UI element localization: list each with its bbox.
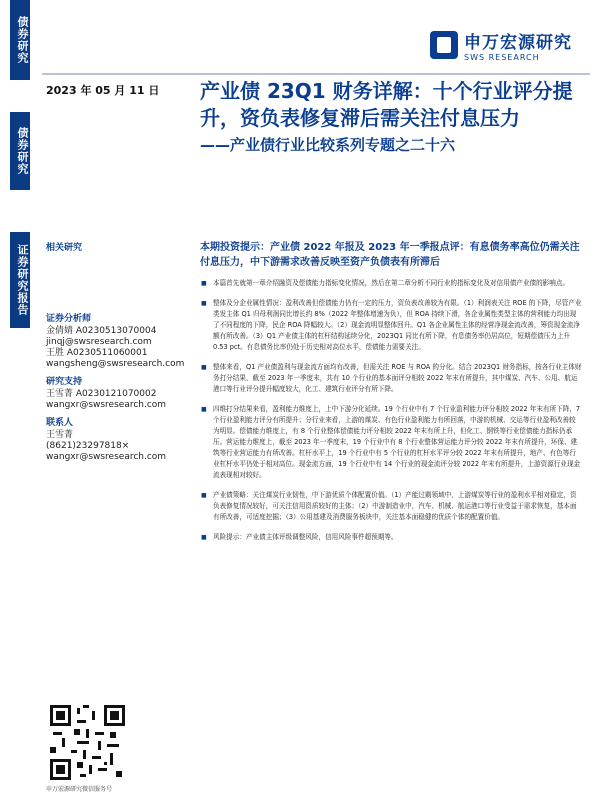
report-subtitle: ——产业债行业比较系列专题之二十六 bbox=[200, 136, 456, 154]
qr-code-icon bbox=[50, 705, 125, 780]
brand-logo bbox=[430, 28, 572, 62]
support-line-2: wangxr@swsresearch.com bbox=[46, 400, 167, 410]
paragraph-intro: ■ 本篇首先就第一章介绍融资及偿债能力指标变化情况，然后在第二章分析不同行业的指标变化及对信用债产业债的影响点。 bbox=[200, 278, 582, 289]
analyst-line-2: jinqj@swsresearch.com bbox=[46, 337, 152, 347]
related-heading: 相关研究 bbox=[46, 243, 83, 253]
analyst-heading: 证券分析师 bbox=[46, 314, 92, 324]
contact-line-3: wangxr@swsresearch.com bbox=[46, 452, 167, 462]
contact-line-1: 王雪菁 bbox=[46, 430, 74, 440]
side-tab-top: 债券研究 bbox=[10, 0, 30, 80]
left-side-bar bbox=[0, 0, 42, 800]
logo-cn-text: 申万宏源研究 bbox=[464, 33, 572, 53]
support-heading: 研究支持 bbox=[46, 377, 83, 387]
paragraph-four-dimension: ■ 四维打分结果来看，盈利能力维度上，上中下游分化延续。19 个行业中有 7 个行业盈利能力评分相较 2022 年末有所下降，7 个行业盈利能力评分有所提升；分行业来看，上游的煤炭、有色行业盈利能力有所回落，中游的机械、交运等行业盈利改善较为明显。偿债能力维度上，有 8 个行业整体偿债能力评分相较 2022 年末有所上升，但化工、钢铁等行业偿债能力指标仍承压。营运能力维度上，截至 2023 年一季度末，19 个行业中有 8 个行业整体营运能力评分较 2022 年末有所提升，环保、建筑等行业营运能力有所改善。杠杆水平上，19 个行业中有 5 个行业的杠杆水平评分较 2022 年末有所提升，地产、有色等行业杠杆水平仍处于相对高位。现金流方面，19 个行业中有 14 个行业的现金流评分较 2022 年末有所提升，上游资源行业现金流表现相对较好。 bbox=[200, 404, 582, 481]
title-block bbox=[200, 78, 582, 155]
left-info-column bbox=[46, 240, 196, 463]
qr-caption: 申万宏源研究微信服务号 bbox=[46, 786, 113, 793]
paragraph-industry-score: ■ 整体来看，Q1 产业债盈利与现金流方面均有改善，但需关注 ROE 与 ROA 的分化。结合 2023Q1 财务指标，按各行业主体财务打分结果，截至 2023 年一季度末，共有 10 个行业的基本面评分相较 2022 年末有所提升，其中煤炭、汽车、公用、航运港口等行业评分提升幅度较大，化工、建筑行业评分有所下降。 bbox=[200, 362, 582, 395]
investment-highlight: 本期投资提示：产业债 2022 年报及 2023 年一季报点评：有息债务率高位仍需关注付息压力，中下游需求改善反映至资产负债表有所滞后 bbox=[200, 242, 580, 268]
paragraph-overall: ■ 整体及分企业属性情况：盈利改善但偿债能力仍有一定的压力，资负表改善较为有限。（1）利润表关注 ROE 的下降，尽管产业类发主体 Q1 归母利润同比增长约 8%（2022 年整体增速为负），但 ROA 持续下滑，各企业属性类型主体的营利能力均出现了不同程度的下降，民企 ROA 降幅较大。（2）现金流明显整体回升。Q1 各企业属性主体的经营净现金流改善，筹资现金流净额有所改善。（3）Q1 产业债主体的杠杆结构延续分化，2023Q1 同比有所下降，有息债务率仍居高位，短期偿债压力上升 0.53 pct。有息债务比率仍处于历史相对高位水平，偿债能力需要关注。 bbox=[200, 298, 582, 353]
header-divider bbox=[42, 73, 590, 75]
logo-en-text: SWS RESEARCH bbox=[464, 53, 540, 62]
side-tab-lower: 证券研究报告 bbox=[10, 232, 30, 328]
analyst-line-4: wangsheng@swsresearch.com bbox=[46, 359, 185, 369]
support-line-1: 王雪菁 A0230121070002 bbox=[46, 389, 157, 399]
logo-icon bbox=[430, 31, 458, 59]
contact-line-2: (8621)23297818× bbox=[46, 441, 130, 451]
side-tab-mid: 债券研究 bbox=[10, 112, 30, 190]
paragraph-risk: ■ 风险提示：产业债主体评级调整风险，信用风险事件超预期等。 bbox=[200, 532, 582, 543]
analyst-line-1: 金倩婧 A0230513070004 bbox=[46, 326, 157, 336]
analyst-line-3: 王胜 A0230511060001 bbox=[46, 348, 148, 358]
report-title: 产业债 23Q1 财务详解：十个行业评分提升，资负表修复滞后需关注付息压力 bbox=[200, 79, 573, 130]
main-content bbox=[200, 240, 582, 552]
report-date: 2023 年 05 月 11 日 bbox=[46, 84, 160, 97]
contact-heading: 联系人 bbox=[46, 418, 74, 428]
paragraph-strategy: ■ 产业债策略：关注煤炭行业韧性，中下游优质个体配置价值。（1）产能过剩领域中，上游煤炭等行业的盈利水平相对稳定，资负表修复情况较好，可关注信用资质较好的主体；（2）中游制造业中，汽车、机械、航运港口等行业受益于需求恢复，基本面有所改善，可适度挖掘；（3）公用基建及消费服务板块中，关注基本面稳健的优质个体的配置价值。 bbox=[200, 490, 582, 523]
